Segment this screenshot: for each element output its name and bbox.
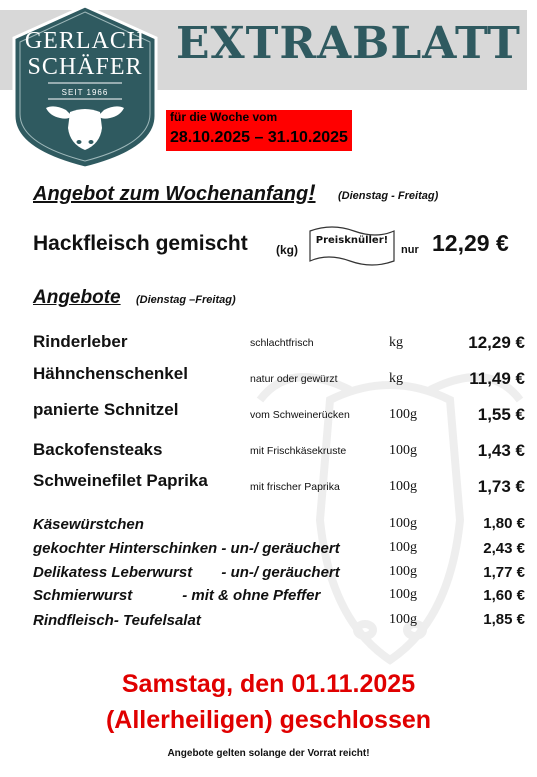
offer-unit: kg <box>389 335 403 350</box>
offer-unit: 100g <box>389 407 417 422</box>
preisknueller-badge <box>308 225 396 269</box>
cold-cut-name: Delikatess Leberwurst - un-/ geräuchert <box>33 564 340 581</box>
offer-unit: 100g <box>389 443 417 458</box>
footer-note: Angebote gelten solange der Vorrat reicht! <box>167 748 370 759</box>
cold-cut-unit: 100g <box>389 587 417 602</box>
week-box <box>166 110 352 151</box>
offer-name: Hähnchenschenkel <box>33 364 188 383</box>
special-title <box>33 180 316 206</box>
cold-cut-name: Käsewürstchen <box>33 516 144 533</box>
special-title-text: Angebot zum Wochenanfang <box>33 183 309 205</box>
cold-cut-unit: 100g <box>389 516 417 531</box>
cold-cut-name: Rindfleisch- Teufelsalat <box>33 612 201 629</box>
brand-name-line1: GERLACH <box>24 28 146 54</box>
special-title-exclaim: ! <box>308 180 316 205</box>
special-nur: nur <box>401 244 419 256</box>
cold-cut-price: 1,77 € <box>483 564 525 581</box>
offer-desc: mit frischer Paprika <box>250 481 340 493</box>
cold-cut-unit: 100g <box>389 564 417 579</box>
offer-name: Schweinefilet Paprika <box>33 471 208 490</box>
week-dates: 28.10.2025 – 31.10.2025 <box>170 129 348 146</box>
special-item-unit: (kg) <box>276 243 298 257</box>
cold-cut-unit: 100g <box>389 612 417 627</box>
cold-cut-price: 1,60 € <box>483 587 525 604</box>
bull-watermark-icon <box>250 340 530 680</box>
offer-price: 1,73 € <box>477 477 525 496</box>
brand-name-line2: SCHÄFER <box>27 54 143 80</box>
cold-cut-unit: 100g <box>389 540 417 555</box>
offer-desc: natur oder gewürzt <box>250 373 338 385</box>
offer-desc: schlachtfrisch <box>250 337 314 349</box>
brand-logo <box>10 4 160 170</box>
brand-since: SEIT 1966 <box>61 88 109 97</box>
offers-title: Angebote <box>33 287 121 308</box>
offer-name: panierte Schnitzel <box>33 400 179 419</box>
cold-cut-price: 1,85 € <box>483 611 525 628</box>
cold-cut-name: gekochter Hinterschinken - un-/ geräuchert <box>33 540 340 557</box>
offer-price: 12,29 € <box>468 333 525 352</box>
offer-unit: kg <box>389 371 403 386</box>
special-item-name: Hackfleisch gemischt <box>33 232 248 255</box>
special-price: 12,29 € <box>432 230 509 256</box>
offer-desc: vom Schweinerücken <box>250 409 350 421</box>
preisknueller-text: Preisknüller! <box>315 235 389 246</box>
offer-price: 1,55 € <box>477 405 525 424</box>
offer-price: 11,49 € <box>469 369 525 388</box>
closure-line2: (Allerheiligen) geschlossen <box>105 706 432 734</box>
week-label: für die Woche vom <box>170 110 278 124</box>
closure-line1: Samstag, den 01.11.2025 <box>121 670 416 698</box>
offer-name: Backofensteaks <box>33 440 163 459</box>
cold-cut-name: Schmierwurst - mit & ohne Pfeffer <box>33 587 321 604</box>
special-note: (Dienstag - Freitag) <box>338 190 439 202</box>
offer-name: Rinderleber <box>33 332 128 351</box>
page-title: EXTRABLATT <box>176 18 521 69</box>
cold-cut-price: 1,80 € <box>483 515 525 532</box>
offer-desc: mit Frischkäsekruste <box>250 445 347 457</box>
offer-unit: 100g <box>389 479 417 494</box>
offer-price: 1,43 € <box>477 441 525 460</box>
offers-note: (Dienstag –Freitag) <box>136 294 236 306</box>
cold-cut-price: 2,43 € <box>483 540 525 557</box>
